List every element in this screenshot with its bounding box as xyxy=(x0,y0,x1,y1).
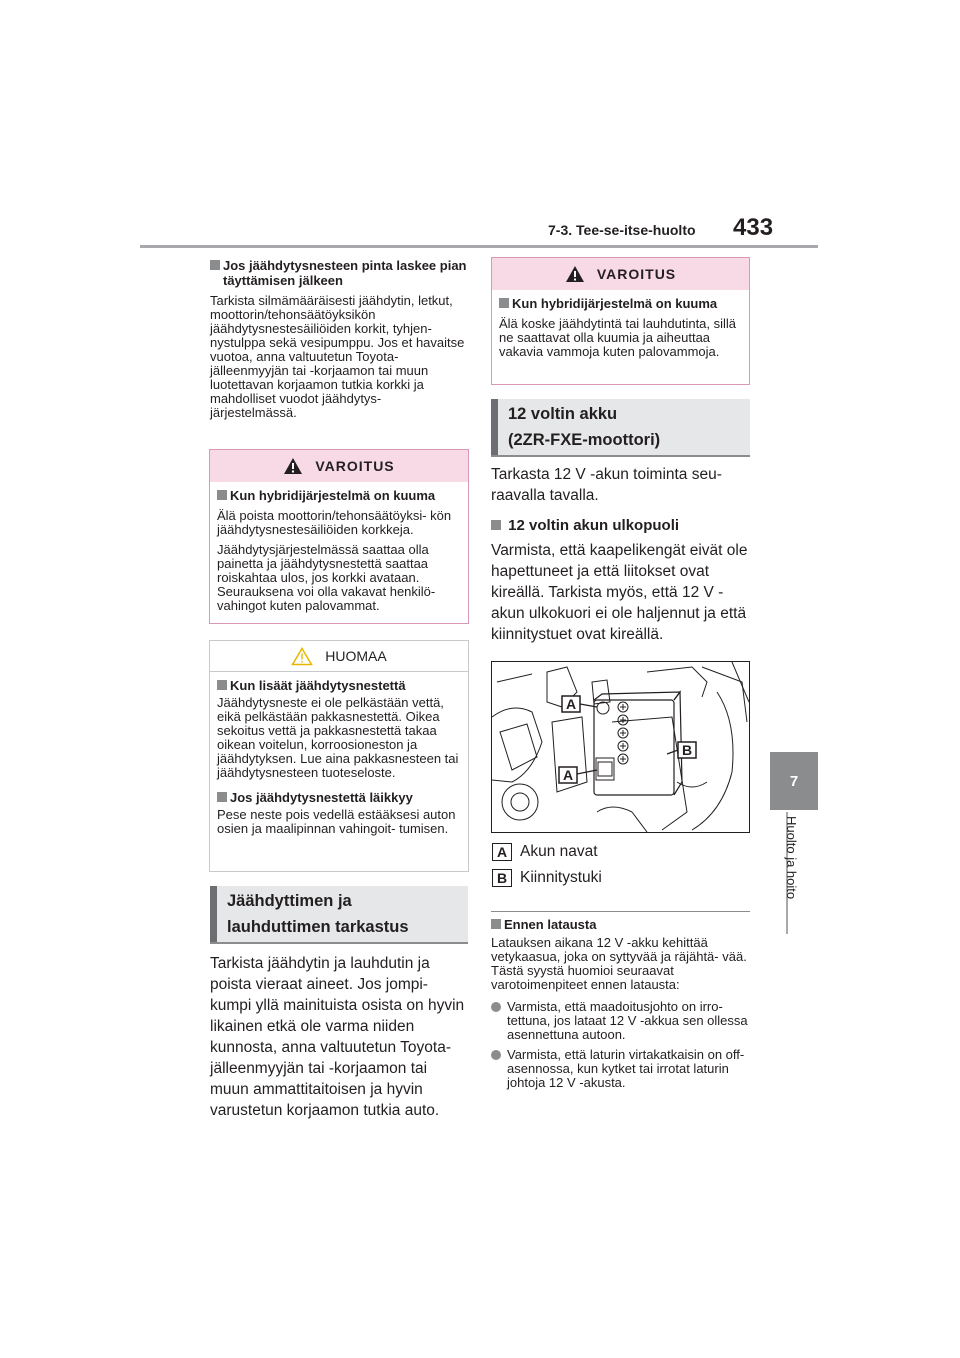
warning-body-right: Älä koske jäähdytintä tai lauhdutinta, sillä ne saattavat olla kuumia ja aiheuttaa vakavia vammoja kuten palovammoja. xyxy=(499,316,737,359)
figure-legend xyxy=(492,843,750,895)
header-rule xyxy=(140,245,818,248)
square-bullet-icon xyxy=(217,680,227,690)
page-number: 433 xyxy=(733,214,774,241)
warning-para-2: Jäähdytysjärjestelmässä saattaa olla painetta ja jäähdytysnestettä saattaa roiskahtaa ulos, jos korkki avataan. Seurauksena voi olla vakavat henkilö- vahingot kuten palovammat. xyxy=(217,542,436,613)
square-bullet-icon xyxy=(491,919,501,929)
battery-heading-line1: 12 voltin akku xyxy=(508,405,618,423)
legend-item-b xyxy=(492,869,750,887)
warning-title-right: VAROITUS xyxy=(596,266,677,282)
warning-heading-text: Kun hybridijärjestelmä on kuuma xyxy=(230,488,436,503)
charging-bullet-2 xyxy=(491,1048,751,1090)
notice-item2-heading-text: Jos jäähdytysnestettä läikkyy xyxy=(230,790,413,805)
charging-rule xyxy=(491,911,750,912)
coolant-drop-heading-text: Jos jäähdytysnesteen pinta laskee pian täyttämisen jälkeen xyxy=(223,258,467,288)
radiator-heading-line2: lauhduttimen tarkastus xyxy=(227,918,409,936)
notice-title: HUOMAA xyxy=(325,648,387,664)
battery-section xyxy=(491,399,750,645)
warning-header-right xyxy=(492,258,749,290)
battery-sub-heading xyxy=(491,517,750,534)
radiator-body: Tarkista jäähdytin ja lauhdutin ja poista vieraat aineet. Jos jompi- kumpi yllä mainituista osista on hyvin likainen etkä ole varma niiden kunnosta, anna valtuutetun Toyota-jälleenmyyjän tai -korjaamon tai muun ammattitaitoisen ja hyvin varustetun korjaamon tutkia auto. xyxy=(210,955,465,1119)
warning-header xyxy=(210,450,468,482)
square-bullet-icon xyxy=(217,490,227,500)
legend-text-b: Kiinnitystuki xyxy=(520,869,602,886)
warning-heading-right-text: Kun hybridijärjestelmä on kuuma xyxy=(512,296,718,311)
battery-figure xyxy=(491,661,750,833)
charging-bullet-1 xyxy=(491,1000,751,1042)
battery-sub-heading-text: 12 voltin akun ulkopuoli xyxy=(508,517,680,534)
radiator-heading-rule xyxy=(210,942,468,944)
battery-sub-body: Varmista, että kaapelikengät eivät ole hapettuneet ja että liitokset ovat kireällä. Tarkista myös, että 12 V -akun ulkokuori ei ole haljennut ja että kiinnitystuet ovat kireällä. xyxy=(491,542,748,643)
section-title: 7-3. Tee-se-itse-huolto xyxy=(548,222,696,238)
notice-item1-body: Jäähdytysneste ei ole pelkästään vettä, eikä pelkästään pakkasnestettä. Oikea sekoitus vettä ja pakkasnestettä takaa oikean voitelun, korroosioneston ja jäähdytyksen. Lue aina pakkasnesteen tai jäähdytysnesteen tuoteseloste. xyxy=(217,695,459,780)
notice-item1-heading xyxy=(217,678,461,693)
warning-heading-right xyxy=(499,296,742,311)
warning-triangle-icon xyxy=(283,457,303,475)
battery-heading xyxy=(491,399,750,455)
legend-key-b: B xyxy=(492,869,512,887)
chapter-tab[interactable] xyxy=(770,752,818,810)
engine-bay-illustration xyxy=(492,662,749,832)
coolant-drop-body: Tarkista silmämääräisesti jäähdytin, letkut, moottorin/tehonsäätöyksikön jäähdytysnestesäiliöiden korkit, tyhjen- nystulppa sekä vesipumppu. Jos et havaitse vuotoa, anna valtuutetun Toyota-jälleenmyyjän tai -korjaamon tai muun luotettavan korjaamon tutkia korkki ja mahdolliset vuodot jäähdytys- järjestelmässä. xyxy=(210,293,465,420)
warning-heading xyxy=(217,488,461,503)
notice-header xyxy=(210,641,468,672)
charging-intro: Latauksen aikana 12 V -akku kehittää vetykaasua, joka on syttyvää ja räjähtä- vää. Tästä syystä huomioi seuraavat varotoimenpiteet ennen latausta: xyxy=(491,935,747,992)
battery-heading-rule xyxy=(491,455,750,457)
square-bullet-icon xyxy=(491,520,501,530)
chapter-number: 7 xyxy=(789,772,799,790)
notice-box xyxy=(209,640,469,872)
battery-heading-line2: (2ZR-FXE-moottori) xyxy=(508,431,661,449)
charging-bullet-1-text: Varmista, että maadoitusjohto on irro- tettuna, jos lataat 12 V -akkua sen ollessa asennettuna autoon. xyxy=(507,999,748,1042)
charging-section xyxy=(491,917,751,1096)
radiator-section xyxy=(210,886,468,1121)
figure-label-a-bottom: A xyxy=(562,767,574,783)
notice-item1-heading-text: Kun lisäät jäähdytysnestettä xyxy=(230,678,406,693)
radiator-heading xyxy=(210,886,468,942)
square-bullet-icon xyxy=(210,260,220,270)
warning-box-left xyxy=(209,449,469,624)
caution-triangle-icon xyxy=(291,647,313,666)
chapter-title: Huolto ja hoito xyxy=(784,816,799,900)
square-bullet-icon xyxy=(217,792,227,802)
bullet-dot-icon xyxy=(491,1002,501,1012)
coolant-drop-heading xyxy=(210,258,468,288)
bullet-dot-icon xyxy=(491,1050,501,1060)
battery-intro: Tarkasta 12 V -akun toiminta seu- raavalla tavalla. xyxy=(491,466,722,504)
warning-para-1: Älä poista moottorin/tehonsäätöyksi- kön jäähdytysnestesäiliöiden korkkeja. xyxy=(217,508,452,537)
legend-text-a: Akun navat xyxy=(520,843,598,860)
square-bullet-icon xyxy=(499,298,509,308)
warning-triangle-icon xyxy=(565,265,585,283)
warning-title: VAROITUS xyxy=(315,458,395,474)
legend-key-a: A xyxy=(492,843,512,861)
figure-label-b: B xyxy=(681,742,693,758)
figure-label-a-top: A xyxy=(565,696,577,712)
notice-item2-body: Pese neste pois vedellä estääksesi auton osien ja maalipinnan vahingoit- tumisen. xyxy=(217,807,456,836)
legend-item-a xyxy=(492,843,750,861)
warning-box-right xyxy=(491,257,750,385)
charging-bullet-2-text: Varmista, että laturin virtakatkaisin on off-asennossa, kun kytket tai irrotat laturin johtoja 12 V -akusta. xyxy=(507,1047,745,1090)
coolant-drop-section xyxy=(210,258,468,420)
charging-heading-text: Ennen latausta xyxy=(504,917,597,932)
charging-heading xyxy=(491,917,751,932)
radiator-heading-line1: Jäähdyttimen ja xyxy=(227,892,352,910)
notice-item2-heading xyxy=(217,790,461,805)
